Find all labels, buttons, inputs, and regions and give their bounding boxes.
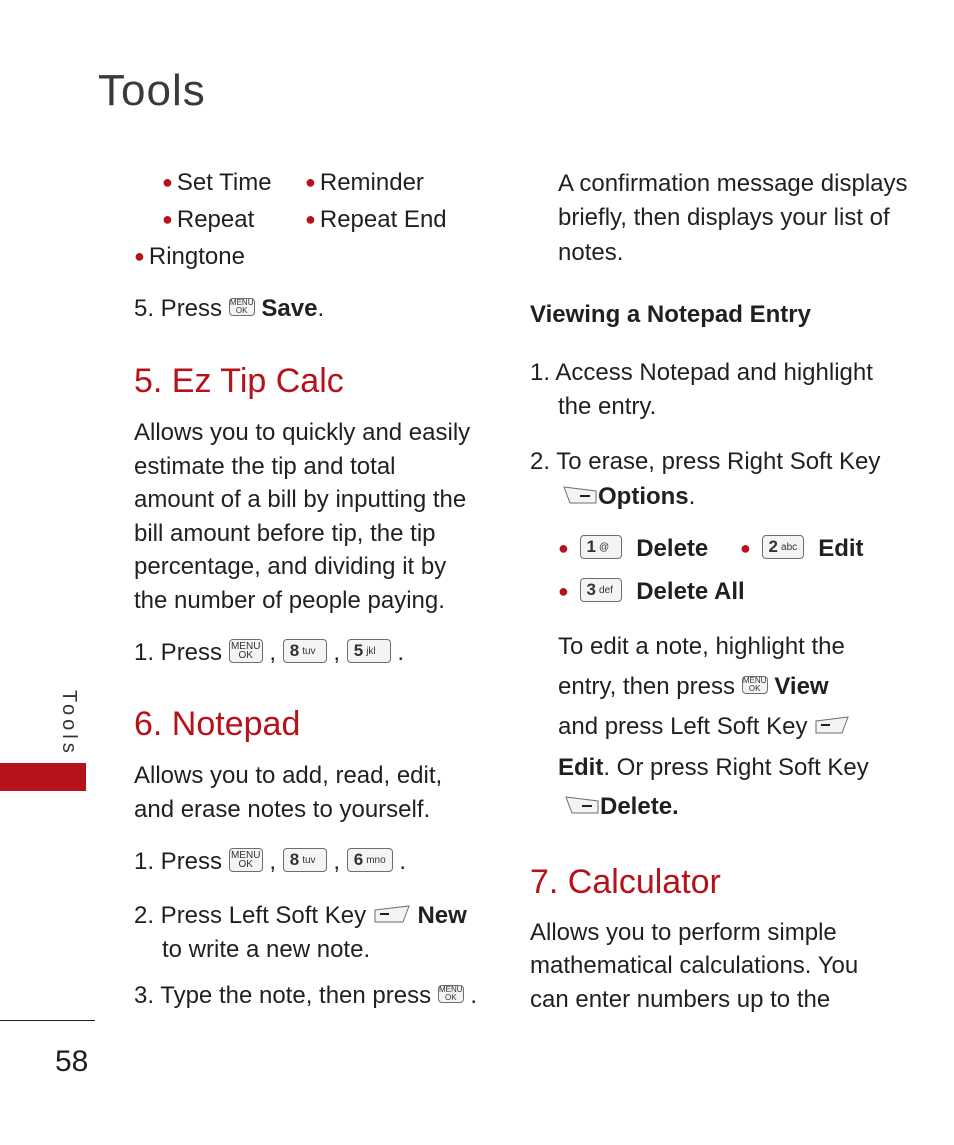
ez-desc-line: estimate the tip and total (134, 453, 396, 480)
heading-ez-tip-calc: 5. Ez Tip Calc (134, 362, 344, 400)
bullet-icon: ● (740, 538, 751, 558)
page-title: Tools (98, 66, 206, 115)
viewing-step-1: 1. Access Notepad and highlight (530, 359, 873, 386)
menu-ok-key-icon: MENU OK (438, 984, 463, 1002)
option-delete: ● 1 @ Delete (558, 535, 709, 562)
viewing-step-2-action: Options. (562, 480, 695, 514)
edit-para-line: Edit. Or press Right Soft Key (558, 754, 869, 781)
heading-notepad: 6. Notepad (134, 705, 301, 743)
right-soft-key-icon (564, 793, 600, 817)
key-8-icon: 8 tuv (283, 848, 327, 872)
key-6-icon: 6 mno (347, 848, 393, 872)
heading-viewing-entry: Viewing a Notepad Entry (530, 301, 811, 328)
ez-desc-line: percentage, and dividing it by (134, 553, 447, 580)
bullet-icon: ● (305, 209, 316, 229)
menu-ok-key-icon: MENU OK (229, 297, 254, 315)
ez-desc-line: the number of people paying. (134, 587, 445, 614)
footer-rule (0, 1020, 95, 1021)
ez-desc-line: Allows you to quickly and easily (134, 419, 471, 446)
key-2-icon: 2 abc (762, 535, 804, 559)
notepad-step-2-cont: to write a new note. (162, 936, 371, 963)
edit-para-line: entry, then press MENU OK View (558, 673, 829, 700)
bullet-icon: ● (162, 172, 173, 192)
heading-calculator: 7. Calculator (530, 863, 721, 901)
confirm-line: A confirmation message displays (558, 170, 908, 197)
right-soft-key-icon (562, 483, 598, 507)
viewing-step-2: 2. To erase, press Right Soft Key (530, 448, 881, 475)
bullet-item: ● Ringtone (134, 243, 245, 270)
notepad-desc-line: Allows you to add, read, edit, (134, 762, 443, 789)
edit-para-line: To edit a note, highlight the (558, 633, 845, 660)
calc-desc-line: Allows you to perform simple (530, 919, 837, 946)
bullet-icon: ● (305, 172, 316, 192)
calc-desc-line: can enter numbers up to the (530, 986, 831, 1013)
bullet-icon: ● (134, 246, 145, 266)
option-delete-all: ● 3 def Delete All (558, 578, 745, 605)
ez-step-1: 1. Press MENU OK , 8 tuv , 5 jkl . (134, 639, 405, 666)
left-soft-key-icon (373, 902, 411, 926)
key-5-icon: 5 jkl (347, 639, 391, 663)
bullet-item: ● Reminder (305, 169, 424, 196)
notepad-step-3: 3. Type the note, then press MENU OK . (134, 982, 478, 1009)
confirm-line: briefly, then displays your list of (558, 204, 890, 231)
bullet-item: ● Repeat (162, 206, 255, 233)
left-soft-key-icon (814, 713, 850, 737)
page-number: 58 (55, 1045, 89, 1078)
notepad-desc-line: and erase notes to yourself. (134, 796, 431, 823)
key-8-icon: 8 tuv (283, 639, 327, 663)
notepad-step-2: 2. Press Left Soft Key New (134, 902, 467, 929)
menu-ok-key-icon: MENU OK (742, 675, 767, 693)
ez-desc-line: bill amount before tip, the tip (134, 520, 436, 547)
option-edit: ● 2 abc Edit (740, 535, 864, 562)
menu-ok-key-icon: MENU OK (229, 639, 263, 663)
key-1-icon: 1 @ (580, 535, 622, 559)
bullet-icon: ● (162, 209, 173, 229)
side-tab-bar (0, 763, 86, 791)
bullet-icon: ● (558, 581, 569, 601)
notepad-step-1: 1. Press MENU OK , 8 tuv , 6 mno . (134, 848, 407, 875)
menu-ok-key-icon: MENU OK (229, 848, 263, 872)
confirm-line: notes. (558, 239, 624, 266)
bullet-item: ● Repeat End (305, 206, 447, 233)
key-3-icon: 3 def (580, 578, 622, 602)
viewing-step-1-cont: the entry. (558, 393, 657, 420)
step-save: 5. Press MENU OK Save. (134, 295, 325, 322)
calc-desc-line: mathematical calculations. You (530, 952, 859, 979)
ez-desc-line: amount of a bill by inputting the (134, 486, 467, 513)
edit-para-line: Delete. (564, 790, 679, 824)
edit-para-line: and press Left Soft Key (558, 710, 850, 744)
side-tab-label: Tools (58, 690, 80, 757)
bullet-item: ● Set Time (162, 169, 272, 196)
bullet-icon: ● (558, 538, 569, 558)
